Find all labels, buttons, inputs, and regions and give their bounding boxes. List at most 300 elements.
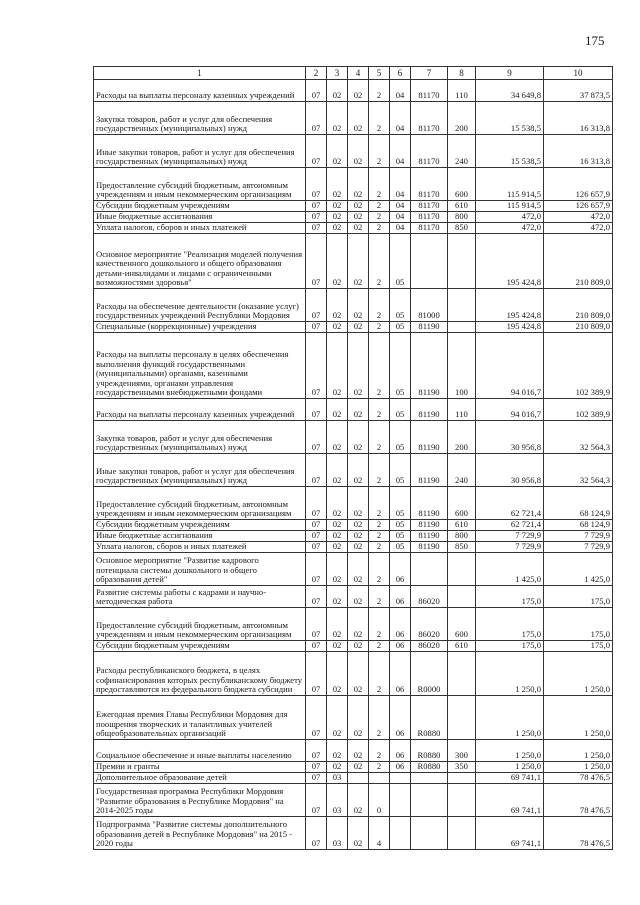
code-cell: 240 (448, 454, 476, 487)
code-cell (390, 784, 411, 817)
code-cell: 02 (327, 652, 348, 696)
table-row (94, 784, 613, 817)
amount-cell: 69 741,1 (476, 817, 544, 850)
code-cell: 05 (390, 322, 411, 333)
code-cell (411, 817, 448, 850)
code-cell: 2 (369, 641, 390, 652)
code-cell: 81190 (411, 333, 448, 399)
row-name-cell: Иные закупки товаров, работ и услуг для обеспечения государственных (муниципальных) нужд (94, 454, 306, 487)
code-cell: 2 (369, 234, 390, 289)
code-cell: 07 (306, 399, 327, 421)
code-cell: 02 (327, 333, 348, 399)
code-cell: 81170 (411, 168, 448, 201)
code-cell: 600 (448, 487, 476, 520)
code-cell: 2 (369, 201, 390, 212)
amount-cell: 175,0 (476, 641, 544, 652)
amount-cell: 115 914,5 (476, 168, 544, 201)
amount-cell: 472,0 (476, 212, 544, 223)
code-cell (411, 234, 448, 289)
row-name-cell: Иные бюджетные ассигнования (94, 531, 306, 542)
code-cell: 81000 (411, 289, 448, 322)
amount-cell: 32 564,3 (544, 454, 613, 487)
code-cell: 02 (348, 817, 369, 850)
amount-cell: 94 016,7 (476, 333, 544, 399)
code-cell: 02 (348, 399, 369, 421)
code-cell: 240 (448, 135, 476, 168)
code-cell: 05 (390, 421, 411, 454)
table-row (94, 641, 613, 652)
amount-cell: 78 476,5 (544, 784, 613, 817)
code-cell: 81170 (411, 80, 448, 102)
code-cell: 81190 (411, 399, 448, 421)
header-cell: 7 (411, 67, 448, 80)
code-cell: 02 (348, 586, 369, 608)
code-cell: 02 (327, 223, 348, 234)
code-cell: 07 (306, 212, 327, 223)
code-cell: 610 (448, 641, 476, 652)
amount-cell: 472,0 (476, 223, 544, 234)
amount-cell: 1 250,0 (544, 740, 613, 762)
code-cell: 02 (348, 553, 369, 586)
code-cell: 07 (306, 773, 327, 784)
code-cell: 06 (390, 696, 411, 740)
code-cell: 07 (306, 520, 327, 531)
code-cell: 86020 (411, 608, 448, 641)
code-cell: 02 (327, 399, 348, 421)
amount-cell: 472,0 (544, 212, 613, 223)
row-name-cell: Социальное обеспечение и иные выплаты населению (94, 740, 306, 762)
header-cell: 5 (369, 67, 390, 80)
row-name-cell: Предоставление субсидий бюджетным, автономным учреждениям и иным некоммерческим организациям (94, 168, 306, 201)
amount-cell: 1 425,0 (544, 553, 613, 586)
code-cell: 610 (448, 520, 476, 531)
amount-cell: 94 016,7 (476, 399, 544, 421)
code-cell: 2 (369, 168, 390, 201)
code-cell: 2 (369, 586, 390, 608)
code-cell: 81190 (411, 542, 448, 553)
code-cell: 2 (369, 542, 390, 553)
amount-cell: 7 729,9 (544, 531, 613, 542)
amount-cell: 16 313,8 (544, 102, 613, 135)
amount-cell: 78 476,5 (544, 773, 613, 784)
code-cell: 02 (348, 322, 369, 333)
code-cell: 2 (369, 696, 390, 740)
amount-cell: 115 914,5 (476, 201, 544, 212)
code-cell: 850 (448, 542, 476, 553)
code-cell: 07 (306, 333, 327, 399)
code-cell: 2 (369, 212, 390, 223)
code-cell: 05 (390, 531, 411, 542)
table-row (94, 322, 613, 333)
table-row (94, 553, 613, 586)
code-cell: 05 (390, 234, 411, 289)
row-name-cell: Расходы республиканского бюджета, в целях софинансирования которых республиканскому бюджету предоставляются из федерального бюджета субсидии (94, 652, 306, 696)
code-cell: 850 (448, 223, 476, 234)
code-cell: 07 (306, 289, 327, 322)
code-cell: 02 (348, 289, 369, 322)
code-cell: 02 (327, 454, 348, 487)
code-cell: 81170 (411, 201, 448, 212)
amount-cell: 195 424,8 (476, 234, 544, 289)
code-cell: 02 (327, 421, 348, 454)
code-cell: 2 (369, 652, 390, 696)
code-cell: 81170 (411, 212, 448, 223)
page-number: 175 (585, 33, 605, 48)
amount-cell: 102 389,9 (544, 399, 613, 421)
table-row (94, 102, 613, 135)
code-cell: 2 (369, 223, 390, 234)
amount-cell: 68 124,9 (544, 487, 613, 520)
code-cell: 2 (369, 553, 390, 586)
code-cell (448, 289, 476, 322)
amount-cell: 7 729,9 (476, 531, 544, 542)
code-cell: 2 (369, 399, 390, 421)
table-row (94, 740, 613, 762)
amount-cell: 210 809,0 (544, 289, 613, 322)
code-cell: 07 (306, 641, 327, 652)
row-name-cell: Уплата налогов, сборов и иных платежей (94, 542, 306, 553)
code-cell: 07 (306, 696, 327, 740)
table-row (94, 333, 613, 399)
row-name-cell: Государственная программа Республики Мордовия "Развитие образования в Республике Мордовия" на 2014-2025 годы (94, 784, 306, 817)
header-cell: 8 (448, 67, 476, 80)
code-cell (411, 553, 448, 586)
row-name-cell: Дополнительное образование детей (94, 773, 306, 784)
row-name-cell: Субсидии бюджетным учреждениям (94, 520, 306, 531)
code-cell: 06 (390, 740, 411, 762)
table-row (94, 531, 613, 542)
code-cell: 05 (390, 399, 411, 421)
code-cell: 04 (390, 212, 411, 223)
row-name-cell: Закупка товаров, работ и услуг для обеспечения государственных (муниципальных) нужд (94, 102, 306, 135)
code-cell: 07 (306, 322, 327, 333)
amount-cell: 30 956,8 (476, 454, 544, 487)
code-cell: 04 (390, 201, 411, 212)
code-cell: 2 (369, 421, 390, 454)
code-cell: 02 (348, 784, 369, 817)
code-cell: 0 (369, 784, 390, 817)
code-cell: 07 (306, 542, 327, 553)
code-cell: 07 (306, 740, 327, 762)
table-row (94, 168, 613, 201)
code-cell: 2 (369, 608, 390, 641)
amount-cell: 195 424,8 (476, 322, 544, 333)
code-cell: 04 (390, 135, 411, 168)
table-row (94, 421, 613, 454)
code-cell: 05 (390, 542, 411, 553)
code-cell: 2 (369, 322, 390, 333)
code-cell: 02 (348, 641, 369, 652)
amount-cell: 210 809,0 (544, 234, 613, 289)
code-cell: 02 (348, 421, 369, 454)
code-cell: 05 (390, 520, 411, 531)
code-cell (390, 817, 411, 850)
header-cell: 3 (327, 67, 348, 80)
row-name-cell: Специальные (коррекционные) учреждения (94, 322, 306, 333)
code-cell: 02 (348, 234, 369, 289)
header-cell: 4 (348, 67, 369, 80)
code-cell: 81170 (411, 102, 448, 135)
code-cell: 02 (348, 531, 369, 542)
code-cell: 07 (306, 784, 327, 817)
code-cell: 02 (348, 542, 369, 553)
code-cell: 02 (327, 135, 348, 168)
table-row (94, 542, 613, 553)
code-cell: 07 (306, 168, 327, 201)
code-cell: 02 (348, 696, 369, 740)
code-cell (448, 817, 476, 850)
code-cell: 02 (327, 608, 348, 641)
row-name-cell: Предоставление субсидий бюджетным, автономным учреждениям и иным некоммерческим организациям (94, 608, 306, 641)
code-cell: R0880 (411, 740, 448, 762)
amount-cell: 15 538,5 (476, 135, 544, 168)
code-cell: 02 (327, 641, 348, 652)
code-cell (448, 553, 476, 586)
budget-table (93, 66, 613, 850)
table-row (94, 234, 613, 289)
code-cell: 04 (390, 80, 411, 102)
table-row (94, 454, 613, 487)
code-cell: 600 (448, 168, 476, 201)
amount-cell: 126 657,9 (544, 201, 613, 212)
code-cell: 07 (306, 201, 327, 212)
code-cell: 07 (306, 817, 327, 850)
code-cell: 02 (327, 586, 348, 608)
code-cell: 2 (369, 135, 390, 168)
code-cell: 02 (327, 740, 348, 762)
amount-cell: 1 250,0 (476, 652, 544, 696)
row-name-cell: Основное мероприятие "Реализация моделей получения качественного дошкольного и общего образования детьми-инвалидами и лицами с ограниченными возможностями здоровья" (94, 234, 306, 289)
table-row (94, 399, 613, 421)
code-cell: 05 (390, 333, 411, 399)
code-cell: 02 (348, 168, 369, 201)
amount-cell: 472,0 (544, 223, 613, 234)
code-cell: 02 (348, 223, 369, 234)
code-cell: 02 (327, 234, 348, 289)
table-row (94, 135, 613, 168)
header-cell: 1 (94, 67, 306, 80)
table-row (94, 80, 613, 102)
amount-cell: 32 564,3 (544, 421, 613, 454)
code-cell: 02 (327, 201, 348, 212)
amount-cell: 15 538,5 (476, 102, 544, 135)
row-name-cell: Закупка товаров, работ и услуг для обеспечения государственных (муниципальных) нужд (94, 421, 306, 454)
code-cell: 86020 (411, 641, 448, 652)
code-cell: 03 (327, 773, 348, 784)
code-cell: 07 (306, 586, 327, 608)
header-cell: 2 (306, 67, 327, 80)
code-cell: 02 (327, 289, 348, 322)
code-cell: 2 (369, 740, 390, 762)
row-name-cell: Расходы на выплаты персоналу в целях обеспечения выполнения функций государственными (муниципальными) органами, казенными учреждениями, органами управления государственными внебюджетными фондами (94, 333, 306, 399)
code-cell (448, 652, 476, 696)
code-cell: 07 (306, 223, 327, 234)
code-cell (369, 773, 390, 784)
code-cell: 02 (327, 102, 348, 135)
row-name-cell: Уплата налогов, сборов и иных платежей (94, 223, 306, 234)
code-cell: 02 (327, 212, 348, 223)
code-cell: 2 (369, 333, 390, 399)
code-cell: 800 (448, 531, 476, 542)
row-name-cell: Иные бюджетные ассигнования (94, 212, 306, 223)
row-name-cell: Предоставление субсидий бюджетным, автономным учреждениям и иным некоммерческим организациям (94, 487, 306, 520)
code-cell: 2 (369, 520, 390, 531)
amount-cell: 7 729,9 (476, 542, 544, 553)
code-cell: 110 (448, 80, 476, 102)
amount-cell: 175,0 (476, 586, 544, 608)
code-cell: 07 (306, 234, 327, 289)
code-cell: 02 (348, 762, 369, 773)
code-cell: 02 (327, 80, 348, 102)
code-cell: R0880 (411, 696, 448, 740)
code-cell: 2 (369, 102, 390, 135)
code-cell: 03 (327, 817, 348, 850)
code-cell: 86020 (411, 586, 448, 608)
code-cell: 07 (306, 80, 327, 102)
code-cell: 04 (390, 168, 411, 201)
table-header-row (94, 67, 613, 80)
amount-cell: 175,0 (544, 641, 613, 652)
code-cell: 800 (448, 212, 476, 223)
code-cell (448, 586, 476, 608)
code-cell: 81190 (411, 531, 448, 542)
code-cell: 06 (390, 553, 411, 586)
code-cell: R0000 (411, 652, 448, 696)
code-cell: 07 (306, 421, 327, 454)
amount-cell: 1 250,0 (476, 762, 544, 773)
code-cell: 350 (448, 762, 476, 773)
code-cell (390, 773, 411, 784)
code-cell: 06 (390, 641, 411, 652)
code-cell (448, 696, 476, 740)
code-cell: 610 (448, 201, 476, 212)
code-cell: 06 (390, 586, 411, 608)
code-cell (448, 784, 476, 817)
header-cell: 10 (544, 67, 613, 80)
row-name-cell: Основное мероприятие "Развитие кадрового потенциала системы дошкольного и общего образования детей" (94, 553, 306, 586)
amount-cell: 175,0 (544, 586, 613, 608)
amount-cell: 1 250,0 (544, 696, 613, 740)
code-cell: 02 (348, 454, 369, 487)
code-cell: R0880 (411, 762, 448, 773)
code-cell: 05 (390, 487, 411, 520)
amount-cell: 175,0 (544, 608, 613, 641)
code-cell: 02 (348, 520, 369, 531)
amount-cell: 16 313,8 (544, 135, 613, 168)
code-cell (448, 773, 476, 784)
amount-cell: 34 649,8 (476, 80, 544, 102)
code-cell: 81190 (411, 454, 448, 487)
code-cell: 2 (369, 289, 390, 322)
row-name-cell: Развитие системы работы с кадрами и научно-методическая работа (94, 586, 306, 608)
code-cell: 02 (348, 201, 369, 212)
row-name-cell: Субсидии бюджетным учреждениям (94, 641, 306, 652)
header-cell: 9 (476, 67, 544, 80)
code-cell: 02 (327, 520, 348, 531)
code-cell: 05 (390, 289, 411, 322)
code-cell (448, 234, 476, 289)
table-row (94, 608, 613, 641)
amount-cell: 62 721,4 (476, 487, 544, 520)
code-cell: 07 (306, 487, 327, 520)
code-cell: 07 (306, 652, 327, 696)
code-cell: 02 (348, 652, 369, 696)
row-name-cell: Премии и гранты (94, 762, 306, 773)
code-cell: 81170 (411, 135, 448, 168)
code-cell: 07 (306, 454, 327, 487)
code-cell: 07 (306, 531, 327, 542)
code-cell: 07 (306, 553, 327, 586)
header-cell: 6 (390, 67, 411, 80)
amount-cell: 102 389,9 (544, 333, 613, 399)
row-name-cell: Расходы на выплаты персоналу казенных учреждений (94, 399, 306, 421)
code-cell: 07 (306, 102, 327, 135)
code-cell (411, 773, 448, 784)
code-cell: 02 (348, 333, 369, 399)
table-row (94, 817, 613, 850)
code-cell: 07 (306, 762, 327, 773)
row-name-cell: Расходы на обеспечение деятельности (оказание услуг) государственных учреждений Республики Мордовия (94, 289, 306, 322)
amount-cell: 1 250,0 (544, 652, 613, 696)
code-cell: 600 (448, 608, 476, 641)
row-name-cell: Ежегодная премия Главы Республики Мордовия для поощрения творческих и талантливых учителей общеобразовательных организаций (94, 696, 306, 740)
amount-cell: 78 476,5 (544, 817, 613, 850)
amount-cell: 62 721,4 (476, 520, 544, 531)
code-cell: 81170 (411, 223, 448, 234)
code-cell: 200 (448, 421, 476, 454)
code-cell: 81190 (411, 520, 448, 531)
code-cell: 2 (369, 454, 390, 487)
code-cell: 02 (327, 168, 348, 201)
table-row (94, 696, 613, 740)
table-row (94, 520, 613, 531)
code-cell: 4 (369, 817, 390, 850)
code-cell: 2 (369, 487, 390, 520)
amount-cell: 1 250,0 (476, 740, 544, 762)
code-cell: 81190 (411, 421, 448, 454)
code-cell: 02 (348, 212, 369, 223)
code-cell: 06 (390, 652, 411, 696)
code-cell: 02 (327, 696, 348, 740)
code-cell: 02 (327, 542, 348, 553)
row-name-cell: Расходы на выплаты персоналу казенных учреждений (94, 80, 306, 102)
code-cell: 02 (348, 608, 369, 641)
amount-cell: 175,0 (476, 608, 544, 641)
code-cell: 300 (448, 740, 476, 762)
row-name-cell: Подпрограмма "Развитие системы дополнительного образования детей в Республике Мордовия" на 2015 - 2020 годы (94, 817, 306, 850)
amount-cell: 1 250,0 (476, 696, 544, 740)
code-cell: 02 (327, 553, 348, 586)
code-cell: 05 (390, 454, 411, 487)
table-row (94, 212, 613, 223)
code-cell: 02 (348, 740, 369, 762)
code-cell: 02 (348, 135, 369, 168)
code-cell: 03 (327, 784, 348, 817)
row-name-cell: Иные закупки товаров, работ и услуг для обеспечения государственных (муниципальных) нужд (94, 135, 306, 168)
amount-cell: 7 729,9 (544, 542, 613, 553)
code-cell: 06 (390, 608, 411, 641)
amount-cell: 1 425,0 (476, 553, 544, 586)
amount-cell: 37 873,5 (544, 80, 613, 102)
code-cell: 02 (327, 487, 348, 520)
code-cell: 02 (327, 322, 348, 333)
code-cell: 100 (448, 333, 476, 399)
amount-cell: 68 124,9 (544, 520, 613, 531)
code-cell (448, 322, 476, 333)
amount-cell: 69 741,1 (476, 784, 544, 817)
table-row (94, 223, 613, 234)
amount-cell: 210 809,0 (544, 322, 613, 333)
